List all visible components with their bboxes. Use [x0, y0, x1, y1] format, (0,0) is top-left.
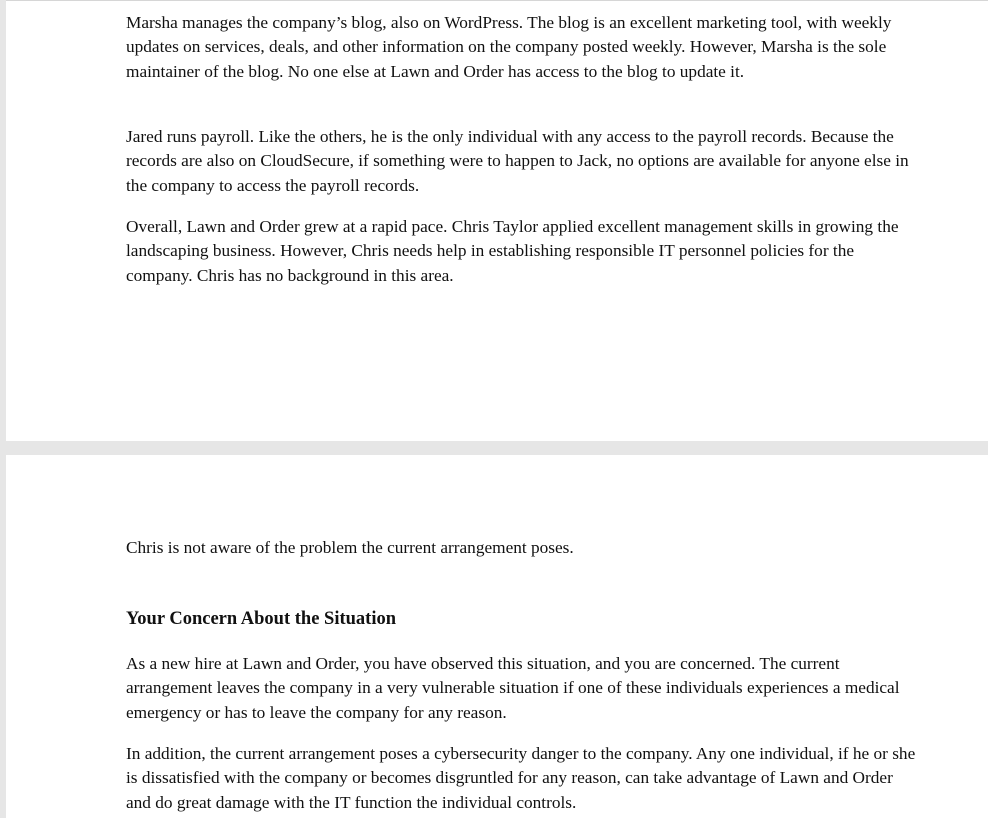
paragraph-overall-growth: Overall, Lawn and Order grew at a rapid pace. Chris Taylor applied excellent management skills in growing the landscaping business. However, Chris needs help in establishing responsible IT personnel policies for the company. Chris has no background in this area.	[126, 217, 899, 285]
paragraph-marsha-blog: Marsha manages the company’s blog, also on WordPress. The blog is an excellent marketing tool, with weekly updates on services, deals, and other information on the company posted weekly. However, Marsha is the sole maintainer of the blog. No one else at Lawn and Order has access to the blog to update it.	[126, 13, 892, 81]
paragraph-chris-not-aware: Chris is not aware of the problem the current arrangement poses.	[126, 538, 574, 557]
paragraph-jared-payroll: Jared runs payroll. Like the others, he is the only individual with any access to the payroll records. Because the records are also on CloudSecure, if something were to happen to Jack, no options are available for anyone else in the company to access the payroll records.	[126, 127, 909, 195]
document-page-2	[6, 455, 988, 818]
paragraph-cybersecurity-danger: In addition, the current arrangement poses a cybersecurity danger to the company. Any one individual, if he or she is dissatisfied with the company or becomes disgruntled for any reason, can take advantage of Lawn and Order and do great damage with the IT function the individual controls.	[126, 744, 916, 812]
section-heading: Your Concern About the Situation	[126, 609, 397, 629]
paragraph-new-hire-concern: As a new hire at Lawn and Order, you have observed this situation, and you are concerned. The current arrangement leaves the company in a very vulnerable situation if one of these individuals experiences a medical emergency or has to leave the company for any reason.	[126, 654, 900, 722]
document-page-1	[6, 0, 988, 441]
